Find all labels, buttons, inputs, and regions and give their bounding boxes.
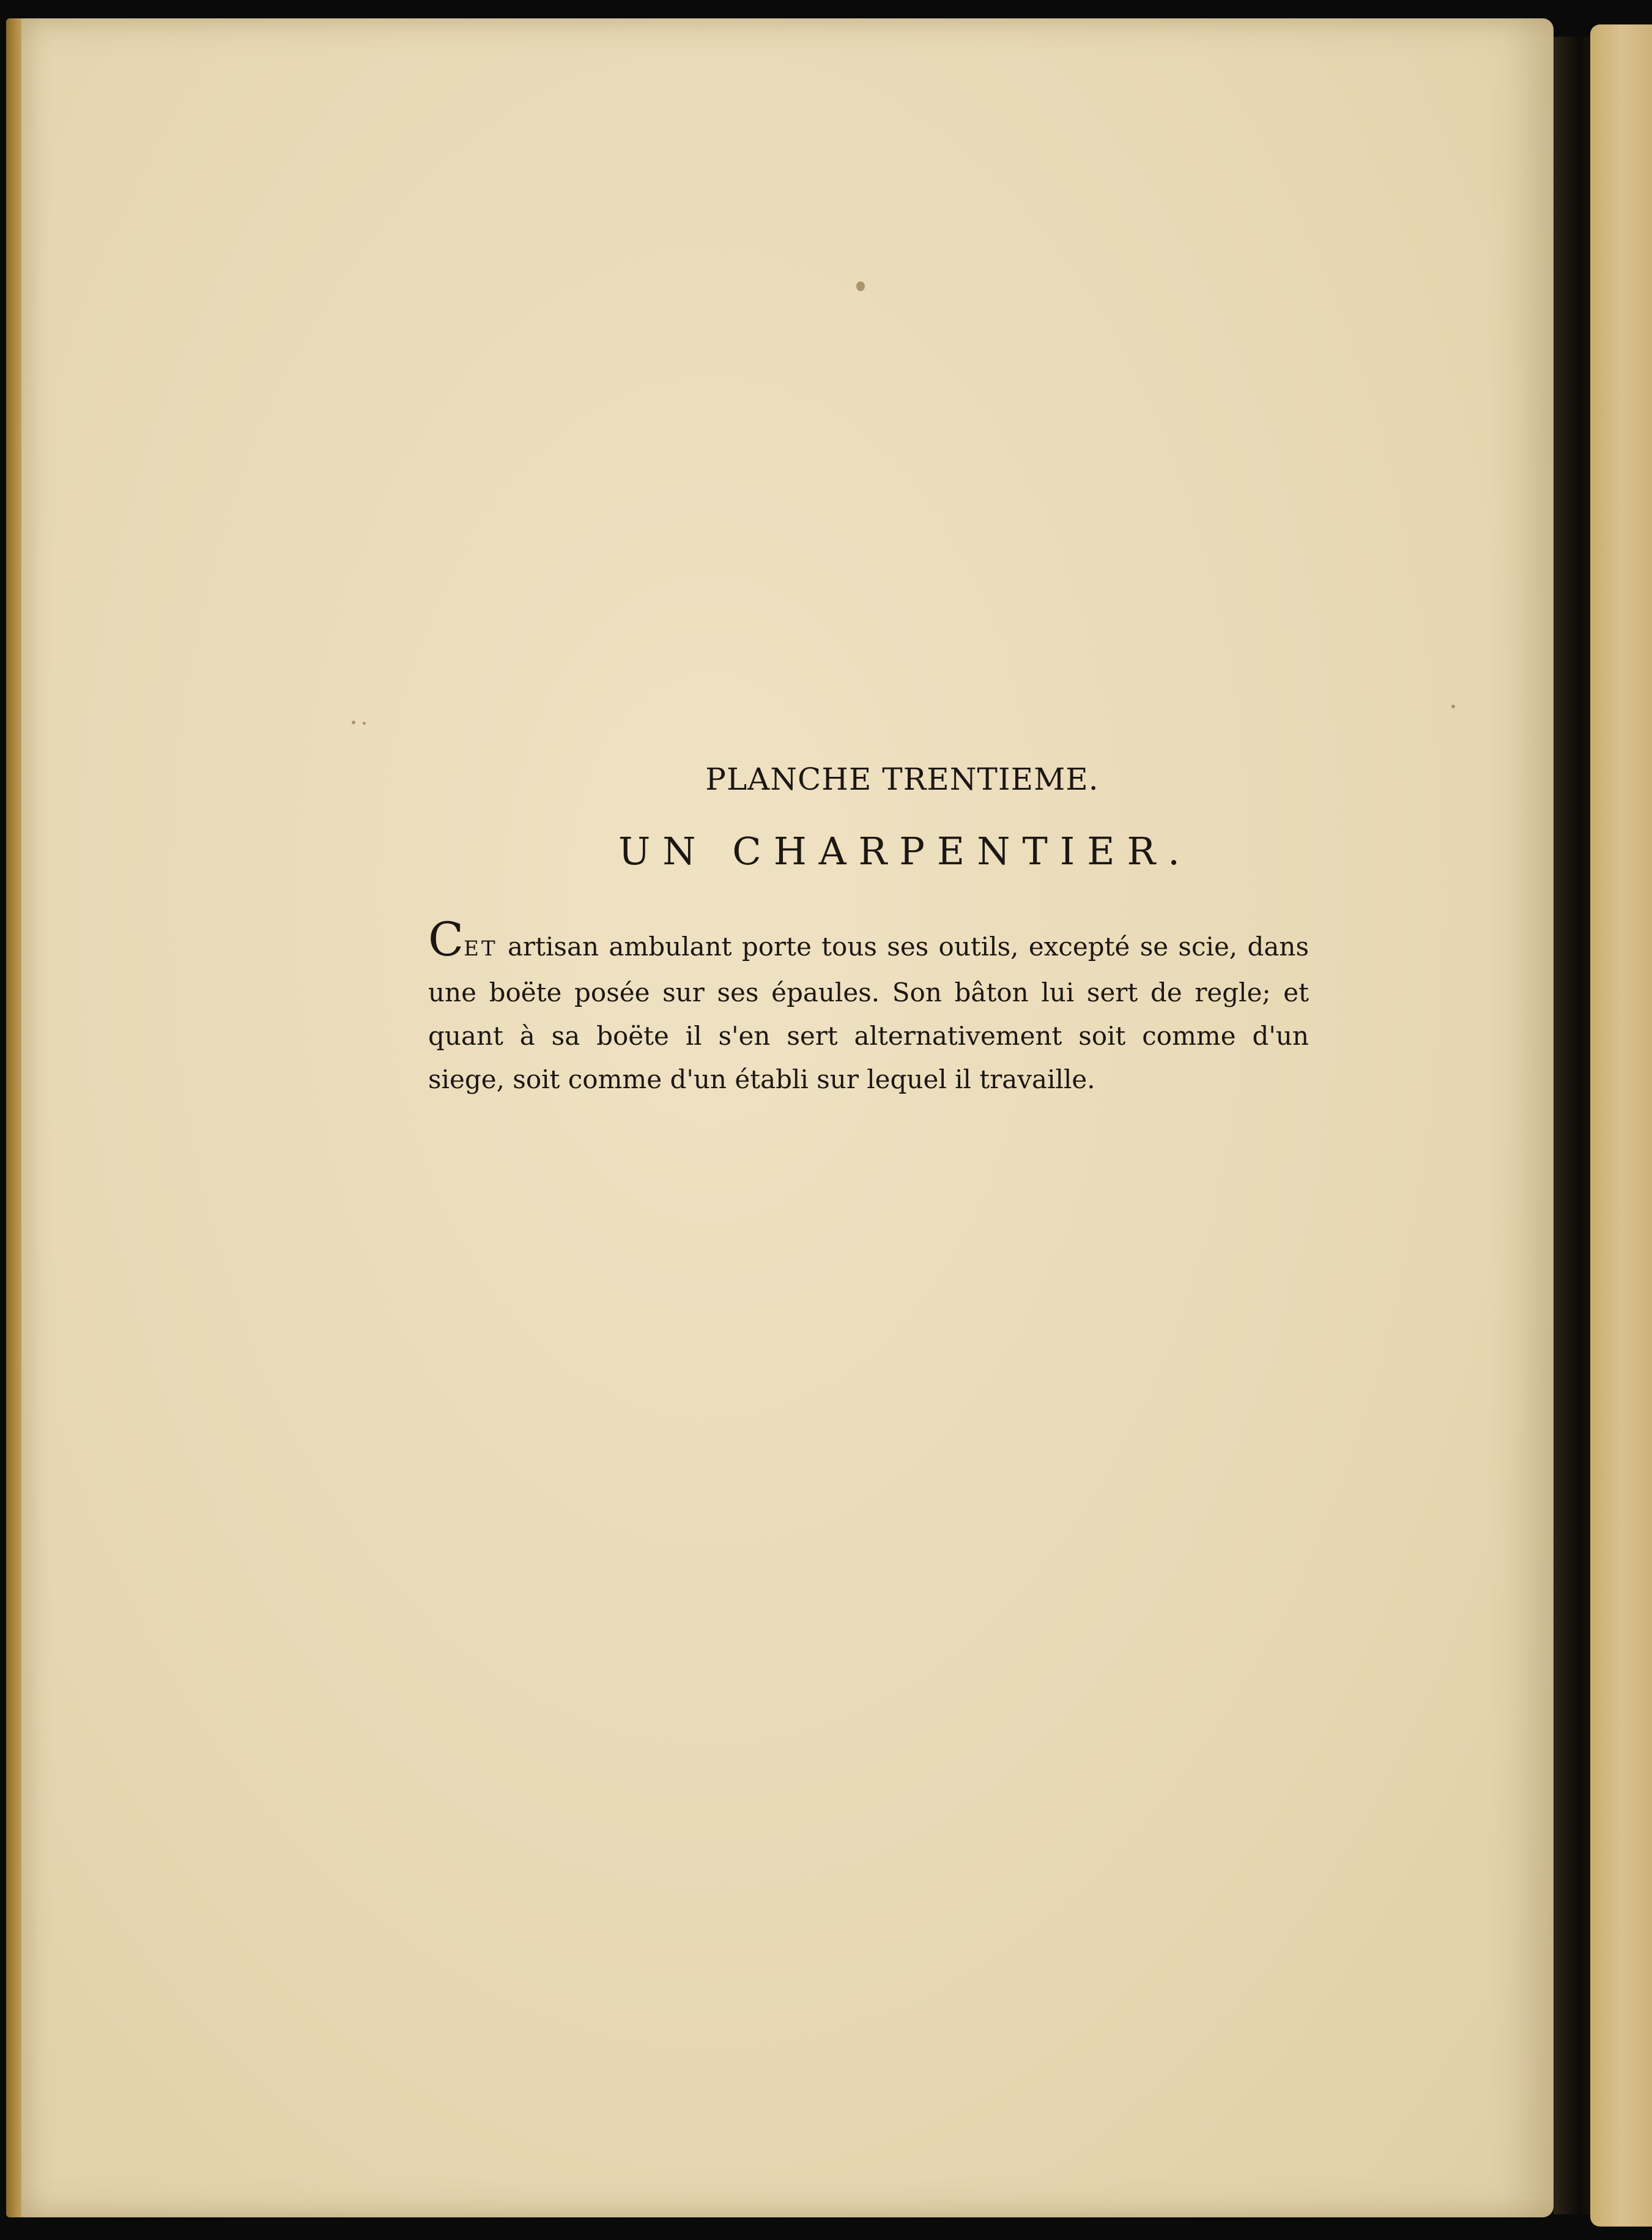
book-page	[21, 18, 1554, 2217]
paragraph-text: artisan ambulant porte tous ses outils, excepté se scie, dans une boëte posée sur ses épaules. Son bâton lui sert de regle; et quant à sa boëte il s'en sert alternativement soit comme d'un siege, soit comme d'un établi sur lequel il travaille.	[428, 932, 1309, 1094]
facing-page-edge	[1590, 24, 1652, 2227]
foxing-spot	[352, 721, 355, 724]
drop-cap: C	[428, 912, 464, 966]
foxing-spot	[363, 722, 366, 725]
text-block	[428, 762, 1309, 1101]
foxing-spot	[1451, 705, 1455, 708]
page-title: UN CHARPENTIER.	[618, 829, 1192, 873]
foxing-spot	[856, 281, 865, 291]
small-caps-word: ET	[464, 936, 498, 961]
body-paragraph	[428, 912, 1309, 1101]
plate-heading: PLANCHE TRENTIEME.	[705, 762, 1099, 797]
